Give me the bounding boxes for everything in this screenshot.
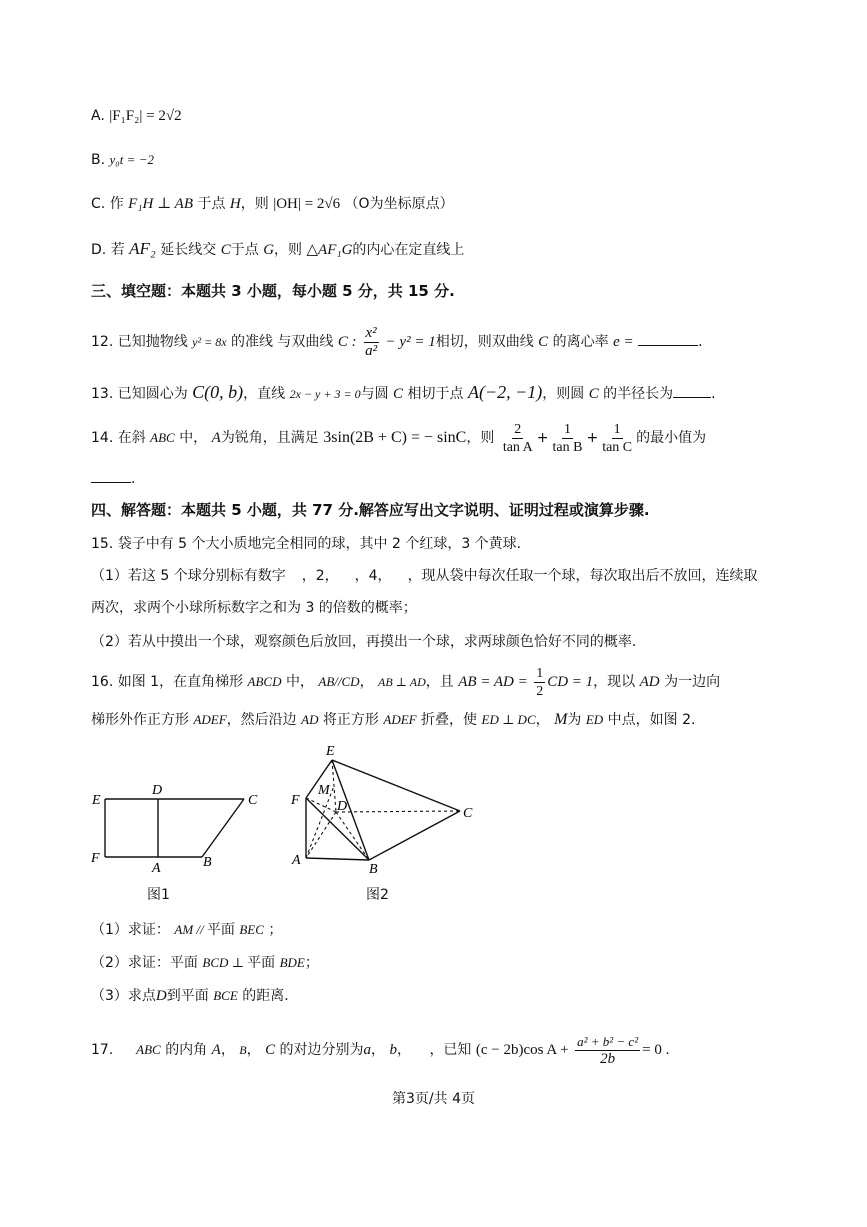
fraction bbox=[501, 421, 535, 456]
math: C bbox=[220, 242, 231, 258]
math: A bbox=[211, 1042, 221, 1058]
math: G bbox=[263, 242, 275, 258]
fraction-numerator: a² + b² − c² bbox=[577, 1033, 639, 1049]
text: 中， bbox=[179, 430, 208, 446]
text: 的内心在定直线上 bbox=[352, 242, 465, 258]
math: M bbox=[554, 711, 568, 728]
question-15-part-1 bbox=[91, 566, 758, 586]
edge-cb bbox=[202, 799, 244, 857]
option-math: y₀t = −2 bbox=[109, 152, 154, 167]
fraction-numerator: 2 bbox=[514, 421, 522, 437]
math: BEC bbox=[239, 922, 264, 937]
question-17 bbox=[91, 1030, 669, 1070]
text: 平面 bbox=[206, 922, 235, 938]
math: ABC bbox=[136, 1042, 161, 1057]
math: AF₂ bbox=[129, 239, 156, 258]
text: ，现从袋中每次任取一个球，每次取出后不放回，连续取 bbox=[407, 568, 758, 584]
math: A(−2, −1) bbox=[467, 382, 543, 402]
question-16-sub-3 bbox=[91, 986, 289, 1006]
fraction-numerator: x² bbox=[365, 324, 377, 341]
text: ，直线 bbox=[243, 386, 286, 402]
math: 2x − y + 3 = 0 bbox=[289, 387, 361, 401]
text: 的准线 与双曲线 bbox=[230, 334, 334, 350]
label-c: C bbox=[248, 793, 258, 808]
fraction-numerator: 1 bbox=[563, 421, 571, 437]
page-footer: 第3页/共 4页 bbox=[392, 1091, 475, 1107]
edge-ec bbox=[332, 760, 460, 811]
math: 3sin(2B + C) = − sinC bbox=[323, 429, 467, 446]
question-number: 14. bbox=[91, 430, 114, 446]
answer-blank[interactable] bbox=[673, 383, 711, 398]
math: AM // bbox=[174, 922, 207, 937]
text: 将正方形 bbox=[322, 712, 379, 728]
fraction bbox=[363, 325, 379, 360]
math: △AF₁G bbox=[306, 242, 353, 258]
fraction-denominator: 2b bbox=[600, 1050, 616, 1067]
edge-da-hidden bbox=[306, 812, 336, 858]
text: ， bbox=[359, 674, 374, 690]
text: 的距离. bbox=[242, 988, 289, 1004]
text: 于点 bbox=[197, 196, 226, 212]
label-d: D bbox=[152, 783, 163, 798]
math: B bbox=[239, 1043, 247, 1057]
text: ，4， bbox=[354, 568, 392, 584]
text: （1）若这 5 个球分别标有数字 bbox=[91, 568, 286, 584]
figure-1-trapezoid bbox=[88, 778, 268, 878]
fraction-numerator: 1 bbox=[536, 665, 544, 681]
math: C(0, b) bbox=[192, 382, 244, 402]
text: 于点 bbox=[230, 242, 259, 258]
edge-dc-hidden bbox=[336, 811, 460, 812]
text: 到平面 bbox=[166, 988, 209, 1004]
math: ADEF bbox=[193, 712, 227, 727]
text: ，且 bbox=[425, 674, 454, 690]
text: 为 bbox=[567, 712, 582, 728]
math: BDE bbox=[279, 955, 305, 970]
text: 相切，则双曲线 bbox=[435, 334, 534, 350]
figure-2-caption: 图2 bbox=[366, 887, 389, 903]
question-number: 13. bbox=[91, 386, 114, 402]
text: 中， bbox=[285, 674, 314, 690]
label-d: D bbox=[337, 799, 348, 814]
math: D bbox=[155, 988, 167, 1004]
option-label: C. bbox=[91, 196, 106, 212]
text: ，则圆 bbox=[542, 386, 585, 402]
answer-blank[interactable] bbox=[91, 468, 131, 483]
option-label: D. bbox=[91, 242, 107, 258]
text: . bbox=[131, 471, 136, 487]
question-16-sub-2 bbox=[91, 953, 319, 973]
text: ， bbox=[535, 712, 550, 728]
label-b: B bbox=[203, 855, 212, 870]
math: AD bbox=[639, 674, 660, 690]
option-c bbox=[91, 194, 454, 214]
math: C bbox=[588, 386, 599, 402]
math: BCD ⊥ bbox=[202, 955, 248, 970]
math: (c − 2b)cos A + bbox=[475, 1042, 569, 1058]
question-number: 16. bbox=[91, 674, 114, 690]
text: 已知抛物线 bbox=[117, 334, 188, 350]
text: 相切于点 bbox=[407, 386, 464, 402]
fraction-numerator: 1 bbox=[613, 421, 621, 437]
question-15-part-1-cont: 两次，求两个小球所标数字之和为 3 的倍数的概率； bbox=[91, 600, 417, 616]
math: CD = 1 bbox=[547, 674, 594, 690]
question-16-line-1 bbox=[91, 664, 720, 700]
math: − y² = 1 bbox=[385, 334, 436, 350]
fraction bbox=[534, 665, 545, 700]
text: ，则 bbox=[466, 430, 495, 446]
text: ， bbox=[246, 1042, 261, 1058]
text: （3）求点 bbox=[91, 988, 156, 1004]
text: ，2， bbox=[301, 568, 339, 584]
math: C : bbox=[337, 334, 357, 350]
text: 的对边分别为 bbox=[279, 1042, 364, 1058]
text: ，则 bbox=[274, 242, 303, 258]
text: ， bbox=[220, 1042, 235, 1058]
text: （2）求证：平面 bbox=[91, 955, 198, 971]
text: 如图 1，在直角梯形 bbox=[117, 674, 244, 690]
text: 的半径长为 bbox=[603, 386, 674, 402]
label-b: B bbox=[369, 862, 378, 877]
label-e: E bbox=[326, 744, 335, 759]
math: b bbox=[389, 1042, 397, 1058]
fraction-denominator: tan A bbox=[502, 439, 533, 455]
fraction-denominator: tan C bbox=[602, 439, 633, 455]
text: 作 bbox=[109, 196, 124, 212]
question-16-sub-1 bbox=[91, 920, 282, 940]
figure-2-solid bbox=[286, 740, 486, 880]
edge-fd-hidden bbox=[306, 798, 336, 812]
label-c: C bbox=[463, 806, 473, 821]
math: ABC bbox=[150, 430, 175, 445]
text: 梯形外作正方形 bbox=[91, 712, 189, 728]
option-label: B. bbox=[91, 152, 106, 168]
text: 的内角 bbox=[165, 1042, 208, 1058]
text: （O为坐标原点） bbox=[344, 196, 454, 212]
edge-bc bbox=[369, 811, 460, 860]
label-f: F bbox=[291, 793, 300, 808]
math: AD bbox=[301, 712, 319, 727]
text: ，然后沿边 bbox=[226, 712, 297, 728]
text: 平面 bbox=[247, 955, 276, 971]
math: ED ⊥ DC bbox=[481, 712, 536, 727]
text: . bbox=[711, 386, 716, 402]
label-a: A bbox=[152, 861, 161, 876]
text: ， bbox=[371, 1042, 386, 1058]
math: ED bbox=[585, 712, 604, 727]
math: F₁H ⊥ AB bbox=[128, 196, 194, 212]
text: ； bbox=[268, 922, 283, 938]
label-e: E bbox=[92, 793, 101, 808]
option-b bbox=[91, 150, 154, 170]
text: 在斜 bbox=[117, 430, 146, 446]
math: H bbox=[229, 196, 241, 212]
text: （1）求证： bbox=[91, 922, 170, 938]
math: BCE bbox=[213, 988, 238, 1003]
math: C bbox=[265, 1042, 276, 1058]
label-a: A bbox=[292, 853, 301, 868]
edge-ab bbox=[306, 858, 369, 860]
question-16-line-2 bbox=[91, 710, 695, 730]
math: e = bbox=[613, 334, 634, 350]
answer-blank[interactable] bbox=[638, 331, 698, 346]
option-label: A. bbox=[91, 108, 105, 124]
section-heading-3: 三、填空题：本题共 3 小题，每小题 5 分，共 15 分. bbox=[91, 282, 455, 300]
text: ，已知 bbox=[429, 1042, 472, 1058]
edge-db-hidden bbox=[336, 812, 369, 860]
text: ，则 bbox=[240, 196, 269, 212]
fraction bbox=[575, 1033, 640, 1068]
option-math: |F₁F₂| = 2√2 bbox=[109, 108, 182, 124]
question-number: 12. bbox=[91, 334, 114, 350]
math: a bbox=[363, 1042, 372, 1058]
math: AB ⊥ AD bbox=[378, 675, 426, 689]
question-15-part-2: （2）若从中摸出一个球，观察颜色后放回，再摸出一个球，求两球颜色恰好不同的概率. bbox=[91, 634, 637, 650]
option-a bbox=[91, 106, 182, 126]
math: |OH| = 2√6 bbox=[273, 196, 341, 212]
text: ， bbox=[396, 1042, 411, 1058]
question-14-blank-line bbox=[91, 468, 135, 489]
fraction-denominator: 2 bbox=[536, 683, 544, 699]
text: 延长线交 bbox=[160, 242, 217, 258]
math: y² = 8x bbox=[192, 335, 227, 349]
text: 中点，如图 2. bbox=[607, 712, 696, 728]
question-15-stem: 15. 袋子中有 5 个大小质地完全相同的球，其中 2 个红球，3 个黄球. bbox=[91, 536, 522, 552]
question-12 bbox=[91, 324, 703, 360]
figure-1-caption: 图1 bbox=[147, 887, 170, 903]
text: 与圆 bbox=[360, 386, 389, 402]
text: 为锐角，且满足 bbox=[220, 430, 319, 446]
text: ，现以 bbox=[593, 674, 636, 690]
option-d bbox=[91, 239, 464, 260]
text: 为一边向 bbox=[664, 674, 721, 690]
math: ADEF bbox=[383, 712, 417, 727]
math: = 0 . bbox=[642, 1042, 670, 1058]
label-m: M bbox=[318, 783, 330, 798]
question-number: 17. bbox=[91, 1042, 114, 1058]
text: 的最小值为 bbox=[636, 430, 707, 446]
fraction-denominator: a² bbox=[365, 342, 378, 359]
text: 若 bbox=[110, 242, 125, 258]
fraction-denominator: tan B bbox=[552, 439, 583, 455]
label-f: F bbox=[91, 851, 100, 866]
question-14: 14. 在斜 ABC 中， A为锐角，且满足 3sin(2B + C) = − sinC，则 $\frac{2}{\text{tan A}}$ + $\frac{1}{\text{tan B}}$ + $\frac{1}{\text{tan C}}$ 的最小值为 bbox=[91, 421, 707, 455]
text: ； bbox=[304, 955, 319, 971]
text: 的离心率 bbox=[552, 334, 609, 350]
question-13 bbox=[91, 380, 716, 406]
math: C bbox=[393, 386, 404, 402]
text: . bbox=[698, 334, 703, 350]
text: 已知圆心为 bbox=[117, 386, 188, 402]
fraction bbox=[600, 421, 634, 456]
math: C bbox=[538, 334, 549, 350]
text: 折叠，使 bbox=[421, 712, 478, 728]
fraction bbox=[551, 421, 585, 456]
math: AB = AD = bbox=[458, 674, 528, 690]
math: AB//CD bbox=[318, 674, 360, 689]
math: ABCD bbox=[247, 674, 282, 689]
math: A bbox=[211, 430, 221, 446]
section-heading-4: 四、解答题：本题共 5 小题，共 77 分.解答应写出文字说明、证明过程或演算步骤. bbox=[91, 501, 650, 519]
